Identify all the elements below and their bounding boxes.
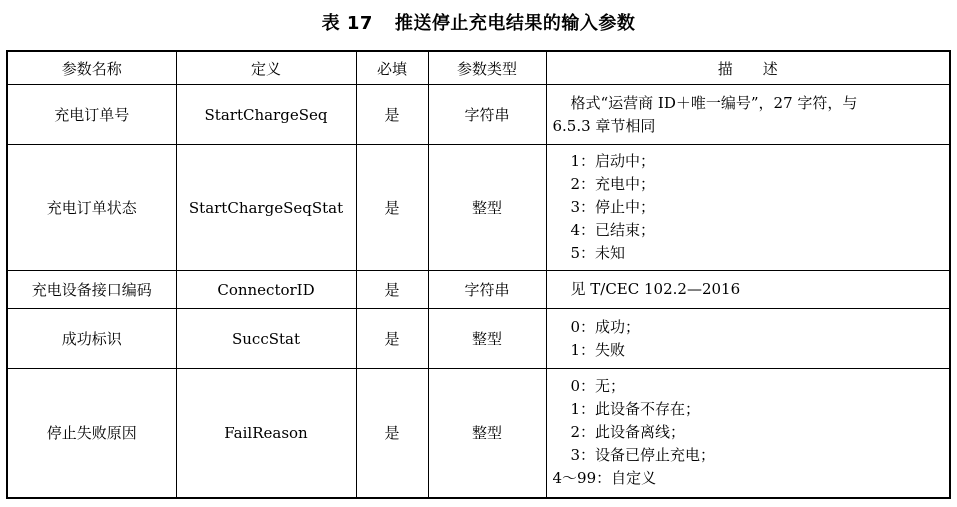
cell-param-name: 充电订单号	[7, 85, 176, 145]
description-line: 格式“运营商 ID＋唯一编号”，27 字符，与	[570, 93, 858, 112]
table-row	[7, 85, 950, 145]
description-line: 4～99：自定义	[552, 469, 657, 488]
description-line: 1：此设备不存在；	[570, 400, 701, 419]
table-caption	[0, 12, 957, 36]
header-description: 描 述	[546, 51, 950, 85]
cell-description	[546, 369, 950, 498]
cell-required: 是	[356, 309, 428, 369]
cell-definition: StartChargeSeqStat	[176, 145, 356, 271]
cell-description	[546, 85, 950, 145]
description-line: 3：设备已停止充电；	[570, 446, 716, 465]
cell-description	[546, 145, 950, 271]
cell-required: 是	[356, 85, 428, 145]
cell-required: 是	[356, 369, 428, 498]
cell-required: 是	[356, 271, 428, 309]
description-line: 5：未知	[570, 244, 626, 262]
header-param-name: 参数名称	[7, 51, 176, 85]
cell-definition: FailReason	[176, 369, 356, 498]
cell-param-name: 充电设备接口编码	[7, 271, 176, 309]
cell-param-type: 整型	[428, 145, 546, 271]
description-line: 2：充电中；	[570, 175, 656, 193]
cell-param-type: 整型	[428, 309, 546, 369]
cell-required: 是	[356, 145, 428, 271]
description-line: 3：停止中；	[570, 198, 656, 216]
header-required: 必填	[356, 51, 428, 85]
cell-definition: SuccStat	[176, 309, 356, 369]
cell-definition: StartChargeSeq	[176, 85, 356, 145]
cell-description	[546, 271, 950, 309]
cell-param-type: 整型	[428, 369, 546, 498]
cell-param-name: 充电订单状态	[7, 145, 176, 271]
table-header-row	[7, 51, 950, 85]
cell-description	[546, 309, 950, 369]
cell-definition: ConnectorID	[176, 271, 356, 309]
table-row	[7, 309, 950, 369]
cell-param-type: 字符串	[428, 85, 546, 145]
header-param-type: 参数类型	[428, 51, 546, 85]
description-line: 见 T/CEC 102.2—2016	[570, 280, 741, 298]
description-line: 6.5.3 章节相同	[552, 116, 656, 135]
description-line: 1：失败	[570, 340, 626, 359]
table-title: 推送停止充电结果的输入参数	[394, 13, 636, 34]
table-row	[7, 145, 950, 271]
description-line: 2：此设备离线；	[570, 423, 686, 442]
cell-param-name: 成功标识	[7, 309, 176, 369]
header-definition: 定义	[176, 51, 356, 85]
cell-param-name: 停止失败原因	[7, 369, 176, 498]
description-line: 4：已结束；	[570, 221, 656, 239]
description-line: 0：无；	[570, 377, 626, 396]
parameter-table	[6, 50, 951, 499]
table-number: 表 17	[321, 13, 373, 34]
description-line: 0：成功；	[570, 317, 641, 336]
description-line: 1：启动中；	[570, 152, 656, 170]
table-row	[7, 369, 950, 498]
table-row	[7, 271, 950, 309]
cell-param-type: 字符串	[428, 271, 546, 309]
